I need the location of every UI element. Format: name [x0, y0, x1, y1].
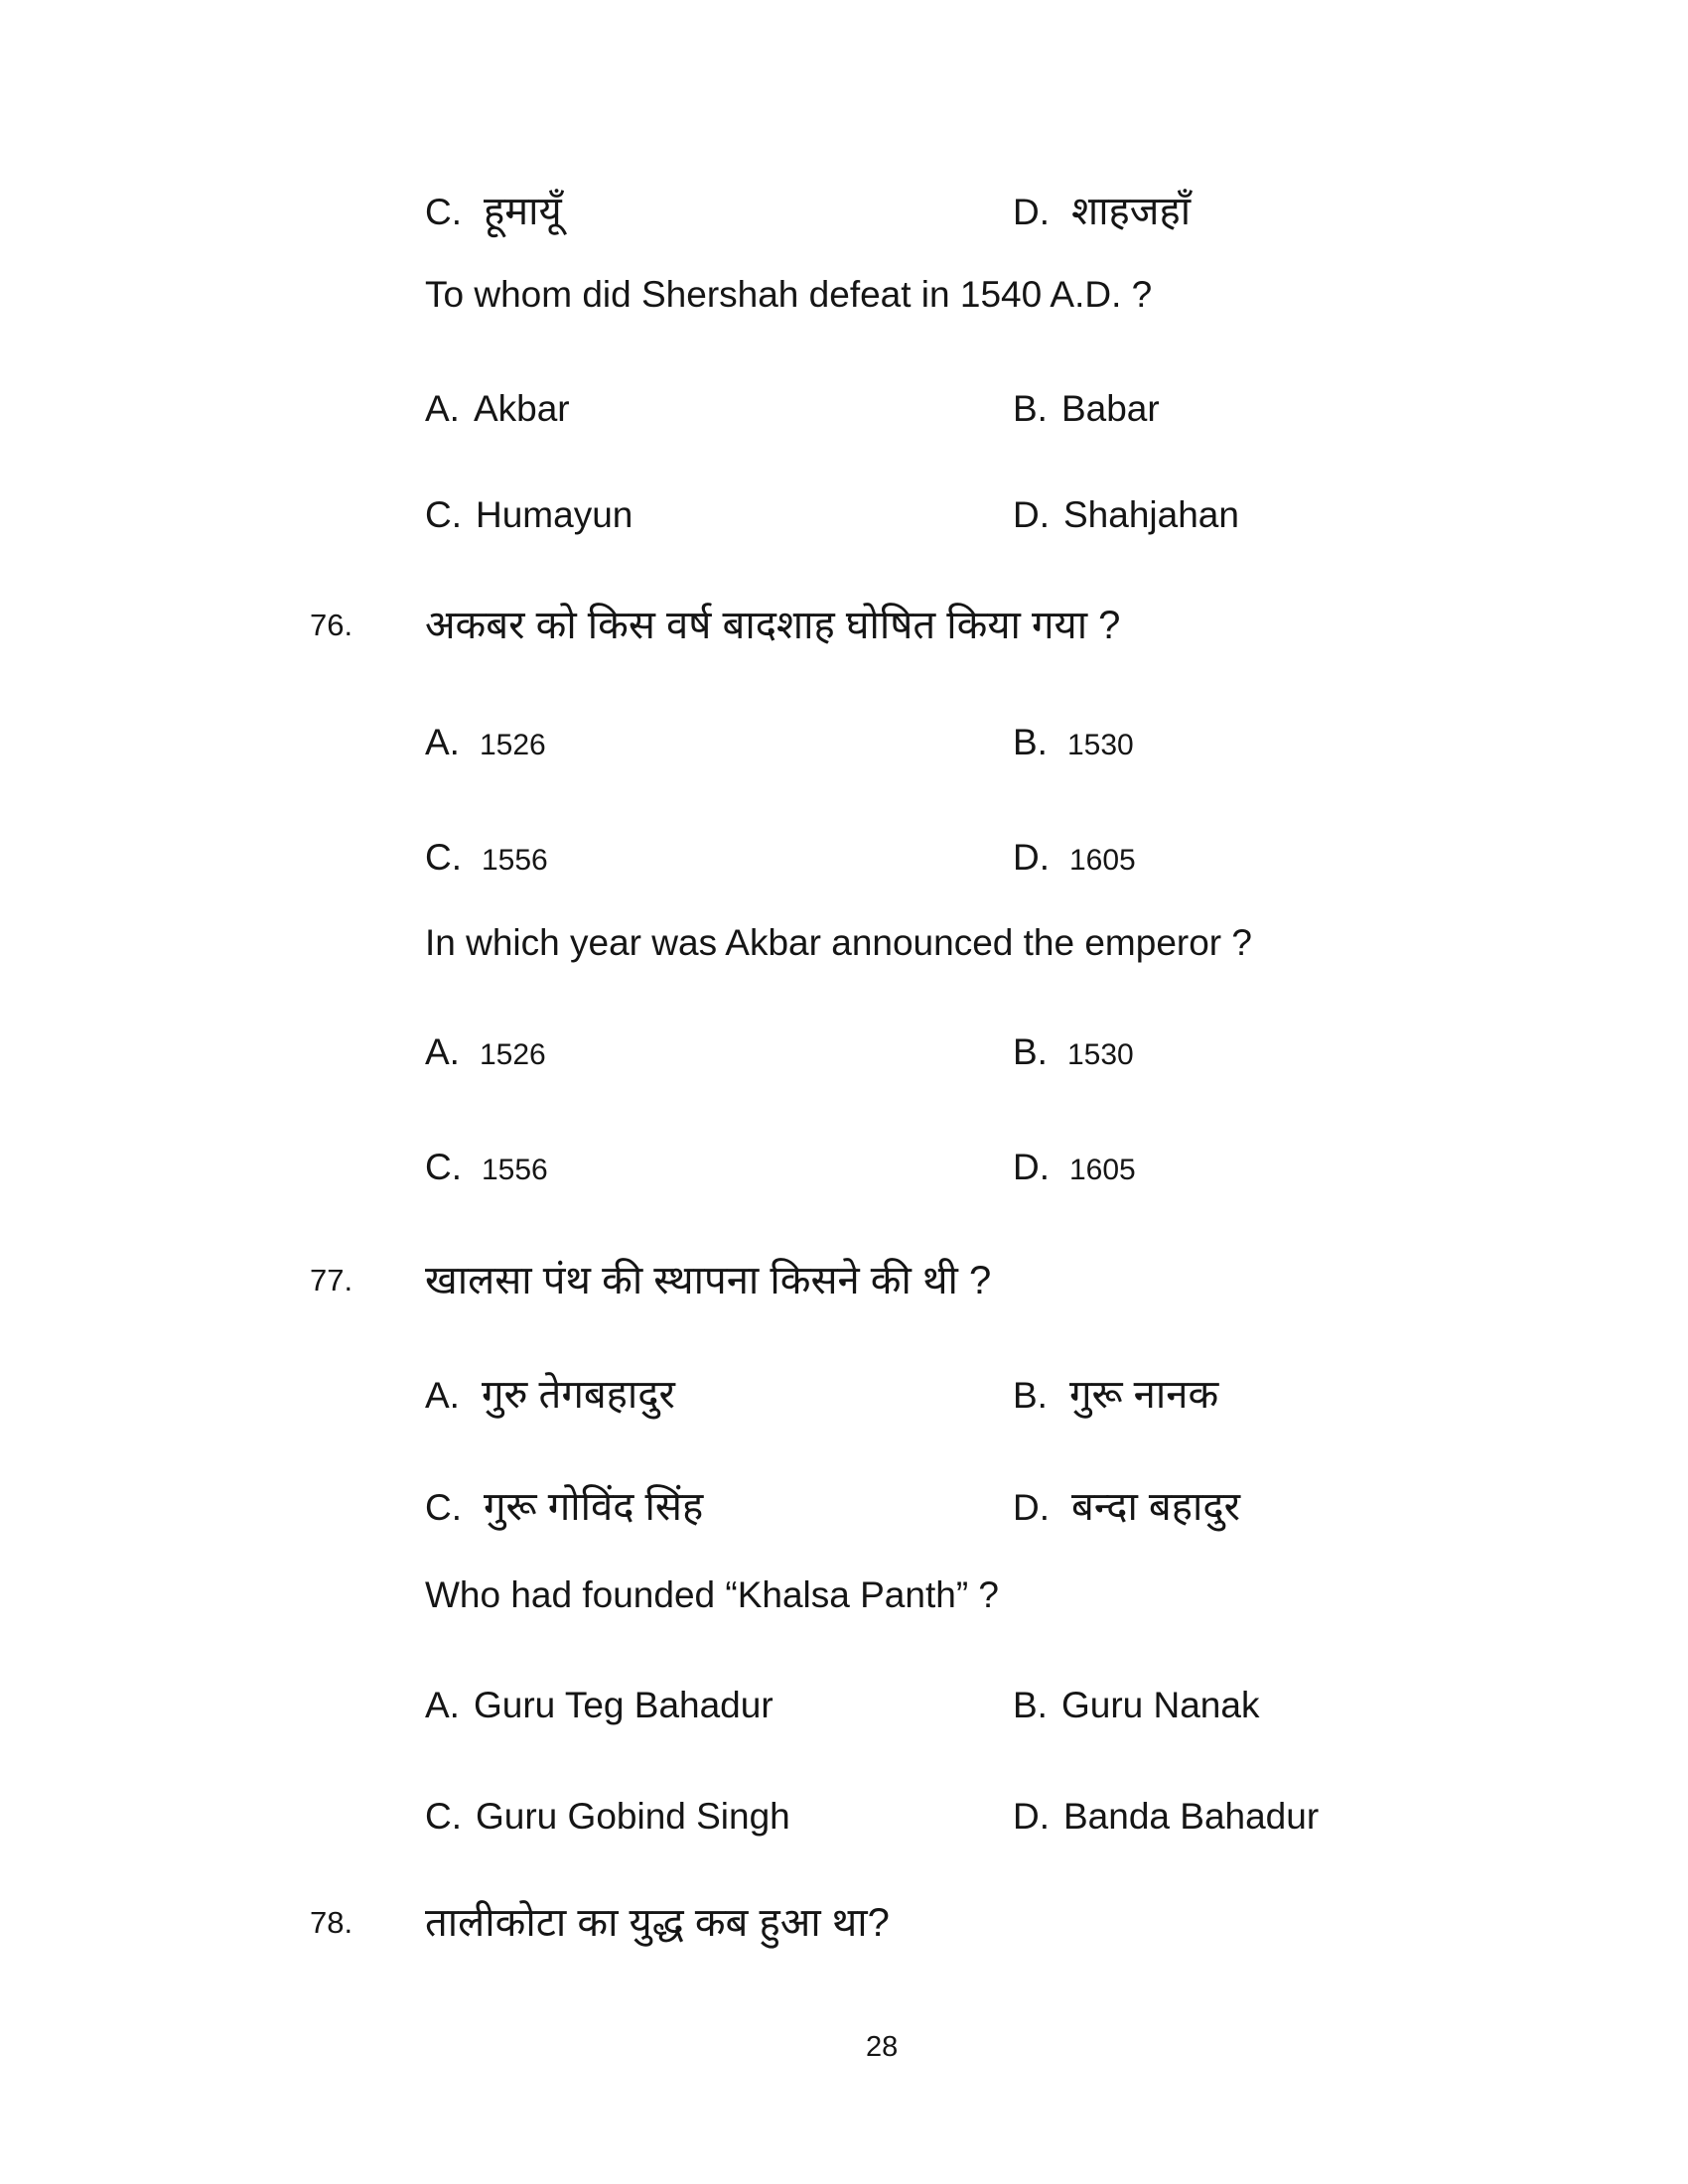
option-letter: B. — [1013, 1685, 1048, 1725]
option-letter: A. — [425, 1685, 460, 1725]
q76-option-b-english-block — [1013, 1024, 1134, 1088]
option-text: Shahjahan — [1063, 494, 1239, 535]
option-letter: A. — [425, 1031, 460, 1072]
option-letter: C. — [425, 494, 462, 535]
q75-option-d-hindi — [1013, 184, 1191, 248]
option-text: 1556 — [482, 844, 548, 877]
option-text: गुरू गोविंद सिंह — [484, 1485, 704, 1529]
q77-hindi-options-row-cd — [425, 1479, 1240, 1535]
option-text: बन्दा बहादुर — [1071, 1485, 1240, 1529]
q77-option-a-hindi — [425, 1373, 675, 1417]
question-text: अकबर को किस वर्ष बादशाह घोषित किया गया ? — [425, 604, 1121, 647]
option-text: 1530 — [1066, 1038, 1134, 1071]
q75-option-c-english — [425, 494, 633, 535]
q76-option-d-english-block — [1013, 1140, 1136, 1203]
q76-option-c-hindi-block — [425, 837, 548, 878]
option-text: गुरू नानक — [1068, 1373, 1219, 1417]
option-letter: D. — [1013, 1796, 1050, 1837]
option-text: Babar — [1060, 388, 1160, 429]
option-text: 1605 — [1069, 844, 1136, 877]
question-number: 78. — [310, 1905, 353, 1940]
option-text: Guru Nanak — [1060, 1685, 1260, 1725]
question-text: तालीकोटा का युद्ध कब हुआ था? — [425, 1901, 890, 1945]
option-letter: A. — [425, 722, 460, 762]
q76-english-options-row-ab — [425, 1024, 1134, 1080]
q76-option-a-english-block — [425, 1031, 546, 1072]
option-letter: C. — [425, 192, 462, 232]
option-text: Banda Bahadur — [1063, 1796, 1320, 1837]
option-letter: D. — [1013, 1147, 1050, 1187]
q77-option-d-english — [1013, 1789, 1319, 1852]
q76-question-hindi — [310, 598, 1688, 653]
option-text: Humayun — [476, 494, 633, 535]
q75-option-a-english — [425, 388, 570, 429]
q77-question-english — [425, 1568, 999, 1623]
q77-option-c-hindi — [425, 1485, 704, 1529]
q77-option-d-hindi — [1013, 1479, 1240, 1544]
q77-option-b-english — [1013, 1678, 1259, 1741]
option-text: 1556 — [482, 1154, 548, 1186]
question-text: In which year was Akbar announced the emperor ? — [425, 922, 1252, 963]
q75-hindi-options-row-cd — [425, 184, 1192, 239]
option-letter: B. — [1013, 388, 1048, 429]
q76-option-c-english-block — [425, 1147, 548, 1187]
q77-english-options-row-ab — [425, 1678, 1260, 1733]
option-letter: D. — [1013, 494, 1050, 535]
q75-option-d-english — [1013, 487, 1239, 551]
option-text: Guru Teg Bahadur — [473, 1685, 774, 1725]
option-text: शाहजहाँ — [1071, 190, 1192, 233]
option-text: 1605 — [1069, 1154, 1136, 1186]
q75-option-b-english — [1013, 381, 1160, 445]
q77-hindi-options-row-ab — [425, 1367, 1219, 1423]
q76-english-options-row-cd — [425, 1140, 1136, 1195]
q75-question-english — [425, 267, 1152, 323]
option-letter: B. — [1013, 1031, 1048, 1072]
option-letter: B. — [1013, 1375, 1048, 1416]
option-letter: A. — [425, 1375, 460, 1416]
question-number: 76. — [310, 608, 353, 642]
option-letter: C. — [425, 1147, 462, 1187]
option-text: 1526 — [479, 729, 546, 761]
option-letter: B. — [1013, 722, 1048, 762]
question-text: Who had founded “Khalsa Panth” ? — [425, 1574, 999, 1615]
q78-question-hindi — [310, 1895, 1688, 1951]
option-text: हूमायूँ — [484, 190, 562, 233]
question-number: 77. — [310, 1263, 353, 1297]
q75-english-options-row-cd — [425, 487, 1239, 543]
q77-english-options-row-cd — [425, 1789, 1320, 1844]
q76-hindi-options-row-ab — [425, 715, 1134, 770]
question-text: To whom did Shershah defeat in 1540 A.D. ? — [425, 274, 1153, 315]
q76-option-d-hindi-block — [1013, 830, 1136, 893]
option-text: गुरु तेगबहादुर — [481, 1373, 675, 1417]
q77-option-a-english — [425, 1685, 774, 1725]
option-text: Guru Gobind Singh — [476, 1796, 790, 1837]
q75-english-options-row-ab — [425, 381, 1160, 437]
q77-option-c-english — [425, 1796, 790, 1837]
option-letter: D. — [1013, 837, 1050, 878]
option-letter: C. — [425, 1796, 462, 1837]
option-letter: A. — [425, 388, 460, 429]
option-letter: C. — [425, 837, 462, 878]
option-text: Akbar — [473, 388, 570, 429]
q77-question-hindi — [310, 1253, 1688, 1308]
option-letter: D. — [1013, 1487, 1050, 1528]
option-letter: C. — [425, 1487, 462, 1528]
option-text: 1530 — [1066, 729, 1134, 761]
q76-option-a-hindi-block — [425, 722, 546, 762]
option-text: 1526 — [479, 1038, 546, 1071]
q76-question-english — [425, 915, 1252, 971]
q76-option-b-hindi-block — [1013, 715, 1134, 778]
q75-option-c-hindi — [425, 190, 562, 233]
page-number: 28 — [866, 2031, 899, 2063]
q77-option-b-hindi — [1013, 1367, 1218, 1432]
option-letter: D. — [1013, 192, 1050, 232]
question-text: खालसा पंथ की स्थापना किसने की थी ? — [425, 1259, 992, 1302]
q76-hindi-options-row-cd — [425, 830, 1136, 886]
